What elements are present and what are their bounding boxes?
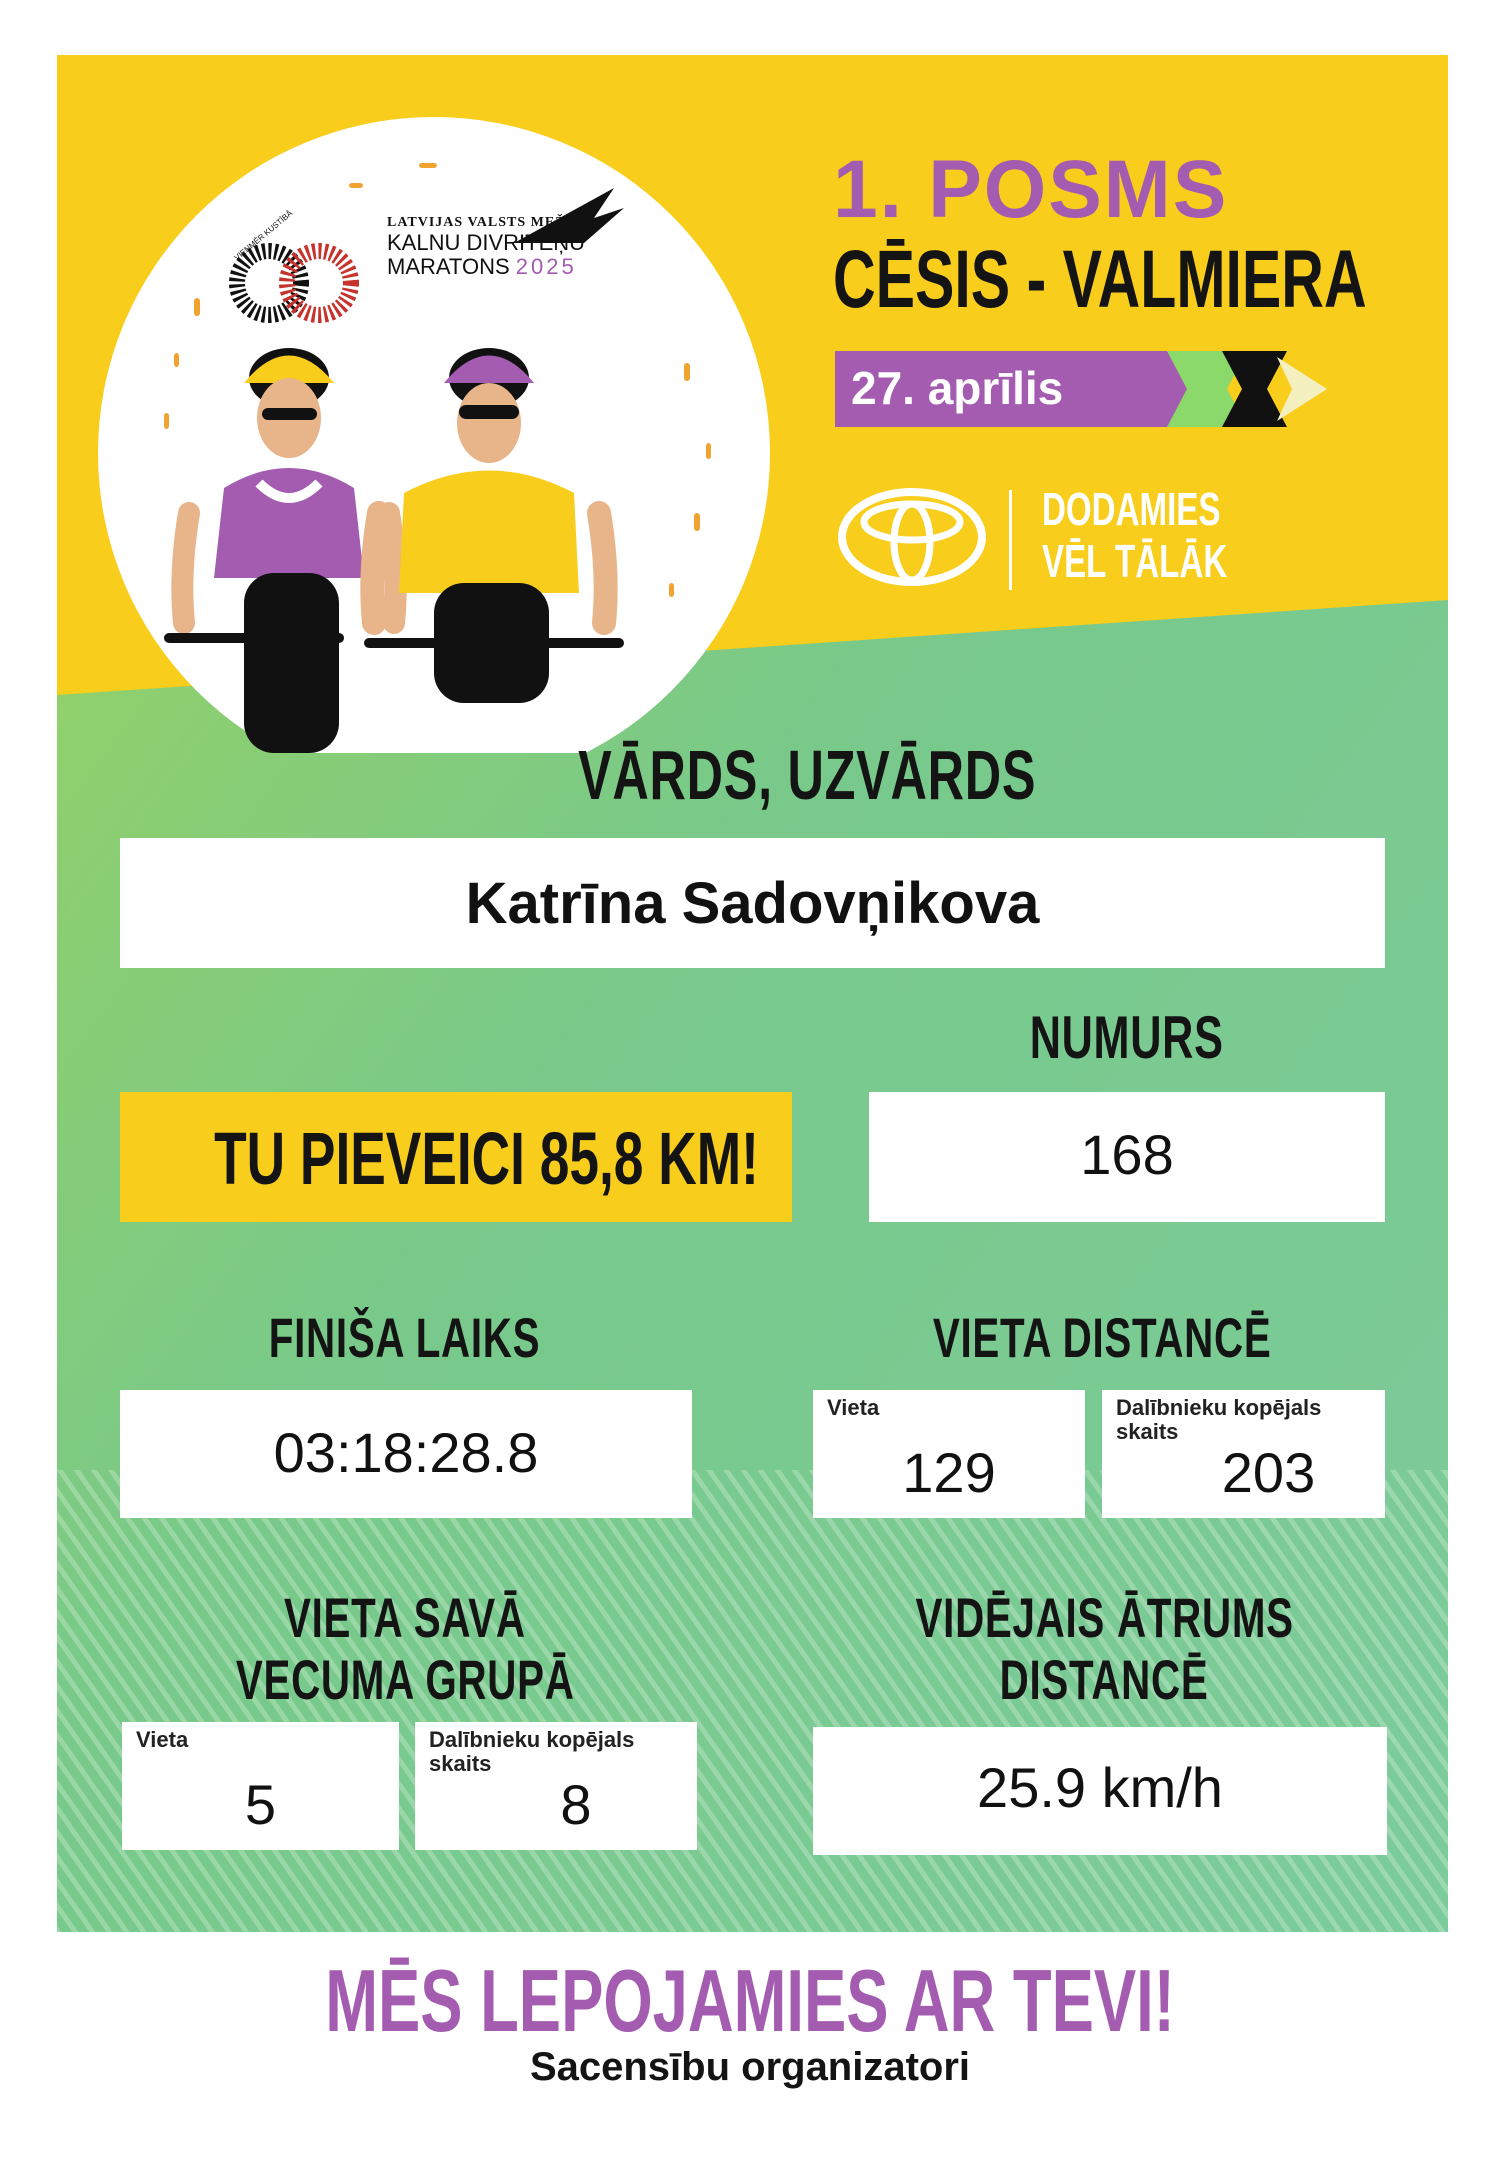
name-heading xyxy=(357,735,1257,815)
age-heading-line-2: VECUMA GRUPĀ xyxy=(235,1648,575,1711)
distance-banner-text: TU PIEVEICI 85,8 KM! xyxy=(214,1117,759,1200)
finish-heading-text: FINIŠA LAIKS xyxy=(269,1306,541,1369)
age-heading-line-1: VIETA SAVĀ xyxy=(284,1586,526,1649)
logo-line-2: KALNU DIVRITEŅU xyxy=(387,230,586,255)
speed-heading-line-2: DISTANCĒ xyxy=(1000,1648,1209,1711)
total-value: 203 xyxy=(1221,1441,1316,1504)
proud-message-text: MĒS LEPOJAMIES AR TEVI! xyxy=(325,1951,1175,2050)
stage-label: 1. POSMS xyxy=(833,144,1229,235)
finish-time-box xyxy=(120,1390,692,1518)
name-box xyxy=(120,838,1385,968)
slogan-line-1: DODAMIES xyxy=(1042,483,1221,535)
finish-heading xyxy=(120,1305,690,1370)
age-place-value: 5 xyxy=(244,1773,277,1836)
total-sublabel: Dalībnieku kopējals skaits xyxy=(1116,1395,1322,1444)
distance-banner xyxy=(120,1092,792,1222)
logo-maratons: MARATONS xyxy=(387,254,510,279)
cyclists-illustration xyxy=(94,113,774,753)
proud-message xyxy=(0,1950,1500,2052)
age-total-sublabel: Dalībnieku kopējals skaits xyxy=(429,1727,635,1776)
place-heading xyxy=(817,1305,1387,1370)
age-group-heading xyxy=(120,1587,690,1711)
place-value: 129 xyxy=(902,1441,996,1504)
number-heading-text: NUMURS xyxy=(1030,1004,1224,1071)
speed-heading-line-1: VIDĒJAIS ĀTRUMS xyxy=(915,1586,1294,1649)
place-sublabel: Vieta xyxy=(827,1395,880,1420)
speed-box xyxy=(813,1727,1387,1855)
logo-badge: VIENMĒR KUSTĪBĀ xyxy=(232,208,295,263)
organizers-signature: Sacensību organizatori xyxy=(529,2045,971,2089)
bib-number: 168 xyxy=(1080,1123,1174,1186)
toyota-logo-icon xyxy=(837,487,987,587)
age-total-value: 8 xyxy=(560,1773,592,1836)
route-title xyxy=(833,233,1433,323)
number-heading xyxy=(927,1003,1327,1072)
logo-line-3 xyxy=(387,255,607,279)
speed-heading xyxy=(817,1587,1392,1711)
place-box xyxy=(813,1390,1085,1518)
arrow-icon xyxy=(1127,351,1327,427)
sponsor-divider xyxy=(1009,490,1012,590)
route-label: CĒSIS - VALMIERA xyxy=(833,234,1367,325)
logo-year: 2025 xyxy=(515,254,577,279)
name-heading-text: VĀRDS, UZVĀRDS xyxy=(577,736,1037,814)
participant-name: Katrīna Sadovņikova xyxy=(465,871,1040,936)
age-total-box xyxy=(415,1722,697,1850)
total-box xyxy=(1102,1390,1385,1518)
slogan-line-2: VĒL TĀLĀK xyxy=(1042,535,1228,587)
average-speed: 25.9 km/h xyxy=(977,1756,1223,1819)
age-place-sublabel: Vieta xyxy=(136,1727,189,1752)
result-card xyxy=(57,55,1448,1932)
sponsor-slogan xyxy=(1042,483,1302,587)
finish-time: 03:18:28.8 xyxy=(273,1421,539,1484)
date-label: 27. aprīlis xyxy=(851,362,1064,414)
logo-line-1: LATVIJAS VALSTS MEŽI xyxy=(387,215,572,230)
event-logo-text xyxy=(387,215,607,279)
stage-title xyxy=(833,143,1273,233)
number-box xyxy=(869,1092,1385,1222)
age-place-box xyxy=(122,1722,399,1850)
place-heading-text: VIETA DISTANCĒ xyxy=(932,1306,1272,1369)
